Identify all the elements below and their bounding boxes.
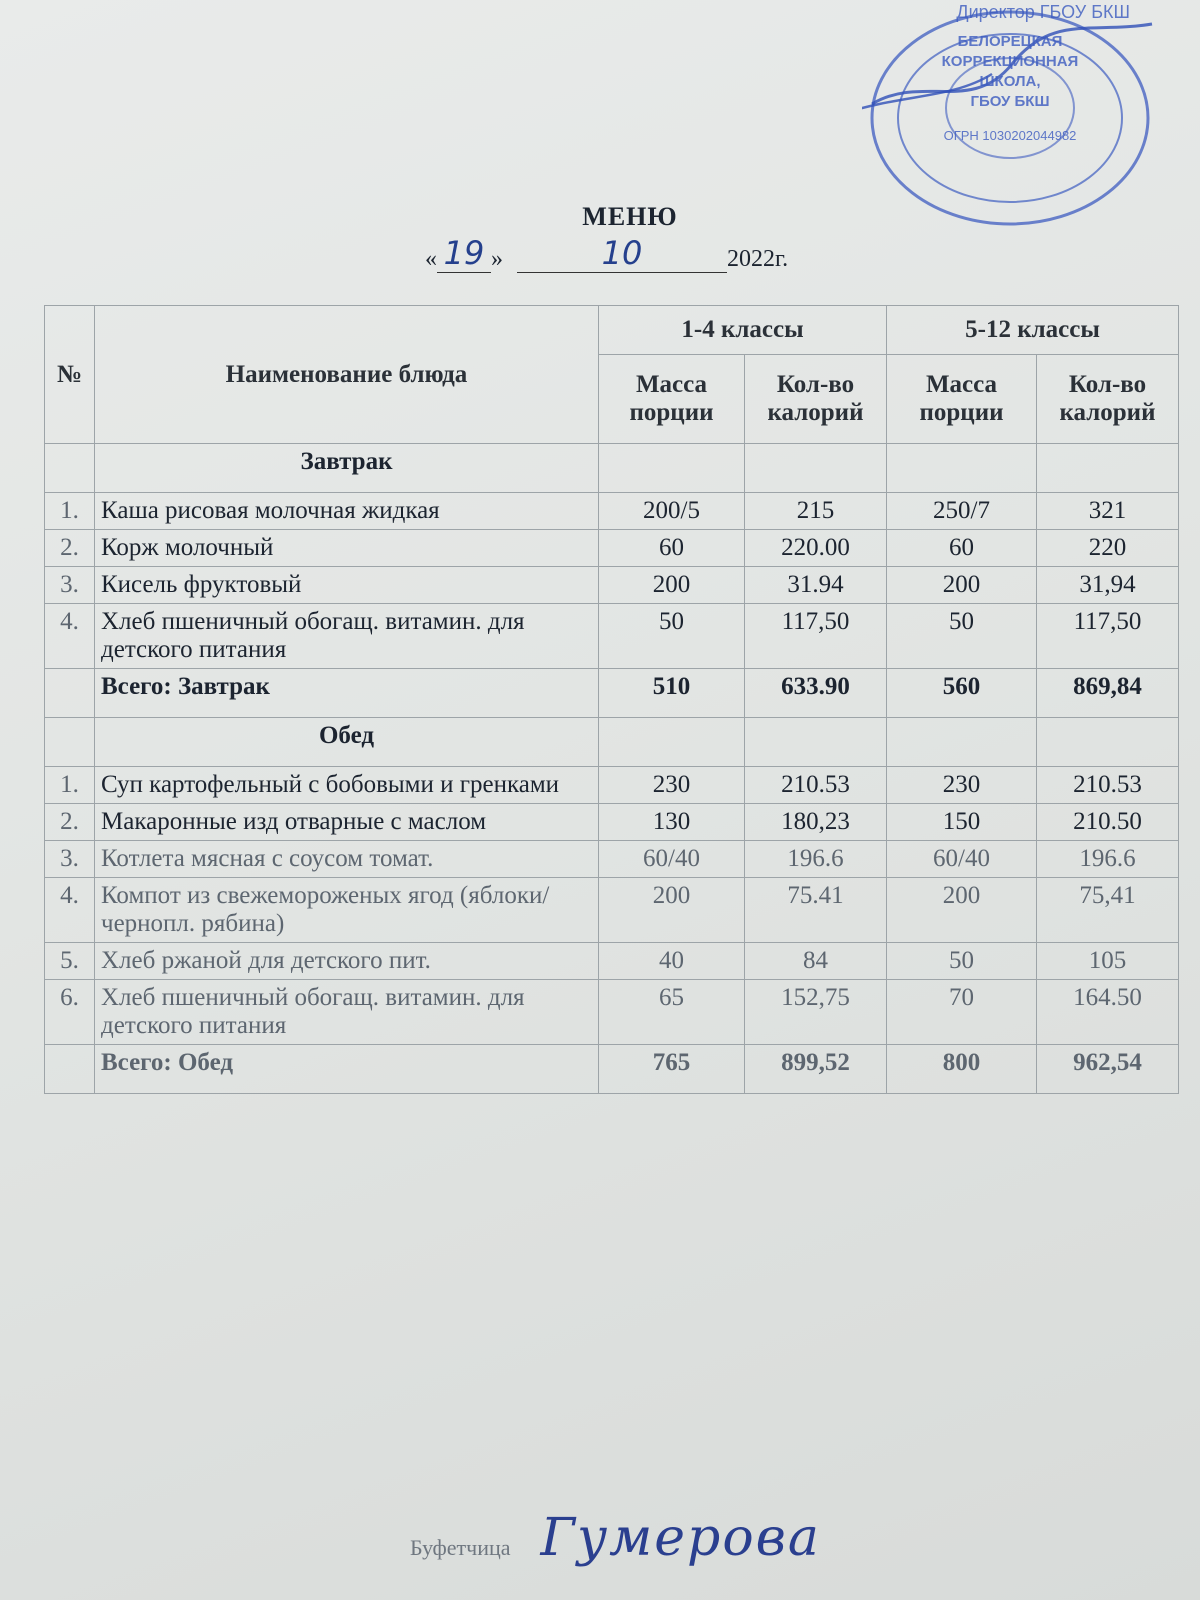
total-label: Всего: Обед: [95, 1045, 599, 1094]
calories-1-4: 180,23: [745, 804, 887, 841]
section-empty-cell: [745, 718, 887, 767]
mass-header-1: Масса порции: [599, 355, 745, 444]
section-empty-cell: [887, 444, 1037, 493]
table-row: [45, 604, 1179, 669]
stamp-text: [860, 2, 1160, 146]
table-row: [45, 804, 1179, 841]
calories-5-12: 75,41: [1037, 878, 1179, 943]
row-number: 1.: [45, 767, 95, 804]
total-label: Всего: Завтрак: [95, 669, 599, 718]
calories-5-12: 117,50: [1037, 604, 1179, 669]
section-title: Завтрак: [95, 444, 599, 493]
table-row: [45, 767, 1179, 804]
total-calories-5-12: 962,54: [1037, 1045, 1179, 1094]
date-line: [425, 234, 845, 273]
calories-1-4: 117,50: [745, 604, 887, 669]
row-number: 2.: [45, 804, 95, 841]
calories-1-4: 210.53: [745, 767, 887, 804]
cal-header-1: Кол-во калорий: [745, 355, 887, 444]
date-month: 10: [517, 234, 727, 273]
table-row: [45, 493, 1179, 530]
row-number: 3.: [45, 567, 95, 604]
total-mass-5-12: 800: [887, 1045, 1037, 1094]
dish-name: Компот из свежемороженых ягод (яблоки/ чернопл. рябина): [95, 878, 599, 943]
mass-1-4: 200: [599, 567, 745, 604]
total-empty-cell: [45, 1045, 95, 1094]
open-quote: «: [425, 246, 437, 272]
total-calories-1-4: 633.90: [745, 669, 887, 718]
calories-1-4: 31.94: [745, 567, 887, 604]
row-number: 4.: [45, 604, 95, 669]
row-number: 5.: [45, 943, 95, 980]
row-number: 2.: [45, 530, 95, 567]
table-row: [45, 530, 1179, 567]
section-empty-cell: [1037, 718, 1179, 767]
signature-role: Буфетчица: [410, 1535, 511, 1560]
calories-1-4: 152,75: [745, 980, 887, 1045]
total-calories-5-12: 869,84: [1037, 669, 1179, 718]
mass-1-4: 60: [599, 530, 745, 567]
calories-5-12: 105: [1037, 943, 1179, 980]
mass-5-12: 230: [887, 767, 1037, 804]
dish-name: Макаронные изд отварные с маслом: [95, 804, 599, 841]
mass-1-4: 60/40: [599, 841, 745, 878]
col-number-header: №: [45, 306, 95, 444]
section-empty-cell: [45, 718, 95, 767]
stamp-org-1: БЕЛОРЕЦКАЯ: [957, 33, 1063, 50]
stamp-org-3: ШКОЛА,: [979, 73, 1041, 90]
mass-header-2: Масса порции: [887, 355, 1037, 444]
menu-table: [44, 305, 1179, 1094]
total-calories-1-4: 899,52: [745, 1045, 887, 1094]
handwritten-signature: Гумерова: [540, 1508, 821, 1568]
stamp-org-4: ГБОУ БКШ: [970, 93, 1050, 110]
mass-1-4: 200/5: [599, 493, 745, 530]
section-empty-cell: [745, 444, 887, 493]
mass-1-4: 200: [599, 878, 745, 943]
section-empty-cell: [887, 718, 1037, 767]
calories-1-4: 196.6: [745, 841, 887, 878]
mass-1-4: 65: [599, 980, 745, 1045]
calories-1-4: 215: [745, 493, 887, 530]
calories-1-4: 84: [745, 943, 887, 980]
group-1-4-header: 1-4 классы: [599, 306, 887, 355]
section-empty-cell: [45, 444, 95, 493]
cal-header-2: Кол-во калорий: [1037, 355, 1179, 444]
mass-1-4: 40: [599, 943, 745, 980]
dish-name: Суп картофельный с бобовыми и гренками: [95, 767, 599, 804]
calories-5-12: 321: [1037, 493, 1179, 530]
total-row: [45, 669, 1179, 718]
section-title: Обед: [95, 718, 599, 767]
row-number: 6.: [45, 980, 95, 1045]
date-year: 2022г.: [727, 246, 789, 272]
mass-5-12: 60/40: [887, 841, 1037, 878]
mass-5-12: 200: [887, 567, 1037, 604]
calories-5-12: 31,94: [1037, 567, 1179, 604]
section-row: [45, 444, 1179, 493]
dish-name: Хлеб пшеничный обогащ. витамин. для детского питания: [95, 604, 599, 669]
section-row: [45, 718, 1179, 767]
total-row: [45, 1045, 1179, 1094]
table-row: [45, 878, 1179, 943]
signature-block: [410, 1508, 930, 1568]
mass-5-12: 50: [887, 604, 1037, 669]
stamp-ogrn: ОГРН 1030202044982: [943, 128, 1077, 143]
col-name-header: Наименование блюда: [95, 306, 599, 444]
calories-5-12: 164.50: [1037, 980, 1179, 1045]
section-empty-cell: [599, 718, 745, 767]
mass-5-12: 70: [887, 980, 1037, 1045]
stamp-director: Директор ГБОУ БКШ: [956, 2, 1130, 22]
header-row: [45, 306, 1179, 355]
total-mass-1-4: 510: [599, 669, 745, 718]
row-number: 1.: [45, 493, 95, 530]
calories-5-12: 210.50: [1037, 804, 1179, 841]
mass-5-12: 150: [887, 804, 1037, 841]
page-title: МЕНЮ: [582, 202, 678, 231]
date-day: 19: [437, 234, 491, 273]
section-empty-cell: [599, 444, 745, 493]
mass-1-4: 50: [599, 604, 745, 669]
total-mass-5-12: 560: [887, 669, 1037, 718]
close-quote: »: [491, 246, 503, 272]
dish-name: Корж молочный: [95, 530, 599, 567]
calories-1-4: 220.00: [745, 530, 887, 567]
dish-name: Хлеб пшеничный обогащ. витамин. для детского питания: [95, 980, 599, 1045]
calories-5-12: 210.53: [1037, 767, 1179, 804]
calories-5-12: 196.6: [1037, 841, 1179, 878]
table-row: [45, 980, 1179, 1045]
section-empty-cell: [1037, 444, 1179, 493]
dish-name: Каша рисовая молочная жидкая: [95, 493, 599, 530]
dish-name: Котлета мясная с соусом томат.: [95, 841, 599, 878]
row-number: 4.: [45, 878, 95, 943]
mass-5-12: 200: [887, 878, 1037, 943]
table-row: [45, 841, 1179, 878]
total-mass-1-4: 765: [599, 1045, 745, 1094]
mass-5-12: 50: [887, 943, 1037, 980]
row-number: 3.: [45, 841, 95, 878]
calories-1-4: 75.41: [745, 878, 887, 943]
mass-1-4: 130: [599, 804, 745, 841]
stamp-org-2: КОРРЕКЦИОННАЯ: [941, 53, 1079, 70]
menu-body: [45, 444, 1179, 1094]
table-row: [45, 943, 1179, 980]
table-row: [45, 567, 1179, 604]
total-empty-cell: [45, 669, 95, 718]
calories-5-12: 220: [1037, 530, 1179, 567]
group-5-12-header: 5-12 классы: [887, 306, 1179, 355]
dish-name: Хлеб ржаной для детского пит.: [95, 943, 599, 980]
mass-5-12: 250/7: [887, 493, 1037, 530]
mass-5-12: 60: [887, 530, 1037, 567]
dish-name: Кисель фруктовый: [95, 567, 599, 604]
mass-1-4: 230: [599, 767, 745, 804]
